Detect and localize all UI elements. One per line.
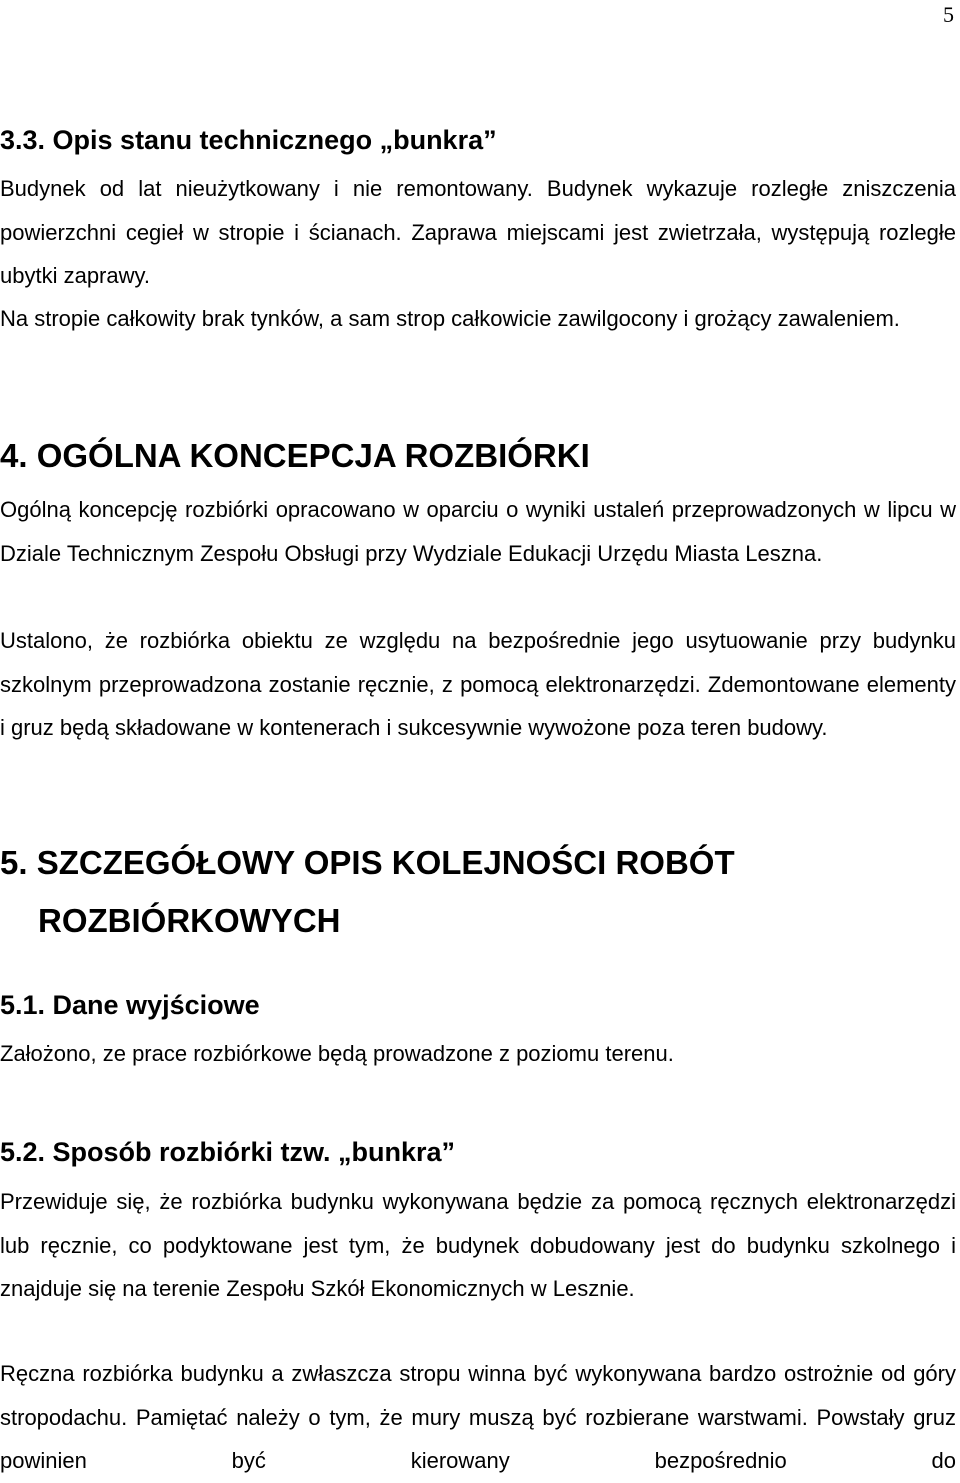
section-3-3-paragraph-1: Budynek od lat nieużytkowany i nie remontowany. Budynek wykazuje rozległe zniszczenia powierzchni cegieł w stropie i ścianach. Zaprawa miejscami jest zwietrzała, występują rozległe ubytki zaprawy.	[0, 176, 956, 288]
section-5-heading: 5. SZCZEGÓŁOWY OPIS KOLEJNOŚCI ROBÓT	[0, 844, 735, 881]
section-5-1-paragraph-1: Założono, ze prace rozbiórkowe będą prowadzone z poziomu terenu.	[0, 1041, 674, 1066]
section-3-3-heading: 3.3. Opis stanu technicznego „bunkra”	[0, 125, 497, 155]
section-5-heading-continued: ROZBIÓRKOWYCH	[38, 902, 341, 939]
section-5-2-paragraph-2: Ręczna rozbiórka budynku a zwłaszcza stropu winna być wykonywana bardzo ostrożnie od góry stropodachu. Pamiętać należy o tym, że mury muszą być rozbierane warstwami. Powstały gruz powinien być kierowany bezpośrednio do	[0, 1361, 956, 1473]
section-5-2-heading: 5.2. Sposób rozbiórki tzw. „bunkra”	[0, 1137, 456, 1167]
section-4-paragraph-1: Ogólną koncepcję rozbiórki opracowano w oparciu o wyniki ustaleń przeprowadzonych w lipcu w Dziale Technicznym Zespołu Obsługi przy Wydziale Edukacji Urzędu Miasta Leszna.	[0, 497, 956, 566]
section-5-2-paragraph-1: Przewiduje się, że rozbiórka budynku wykonywana będzie za pomocą ręcznych elektronarzędzi lub ręcznie, co podyktowane jest tym, że budynek dobudowany jest do budynku szkolnego i znajduje się na terenie Zespołu Szkół Ekonomicznych w Lesznie.	[0, 1189, 956, 1301]
section-4-paragraph-2: Ustalono, że rozbiórka obiektu ze względu na bezpośrednie jego usytuowanie przy budynku szkolnym przeprowadzona zostanie ręcznie, z pomocą elektronarzędzi. Zdemontowane elementy i gruz będą składowane w kontenerach i sukcesywnie wywożone poza teren budowy.	[0, 628, 956, 740]
section-4-heading: 4. OGÓLNA KONCEPCJA ROZBIÓRKI	[0, 437, 590, 474]
section-3-3-paragraph-2: Na stropie całkowity brak tynków, a sam strop całkowicie zawilgocony i grożący zawaleniem.	[0, 306, 900, 331]
section-5-1-heading: 5.1. Dane wyjściowe	[0, 990, 260, 1020]
page-number: 5	[943, 2, 954, 27]
